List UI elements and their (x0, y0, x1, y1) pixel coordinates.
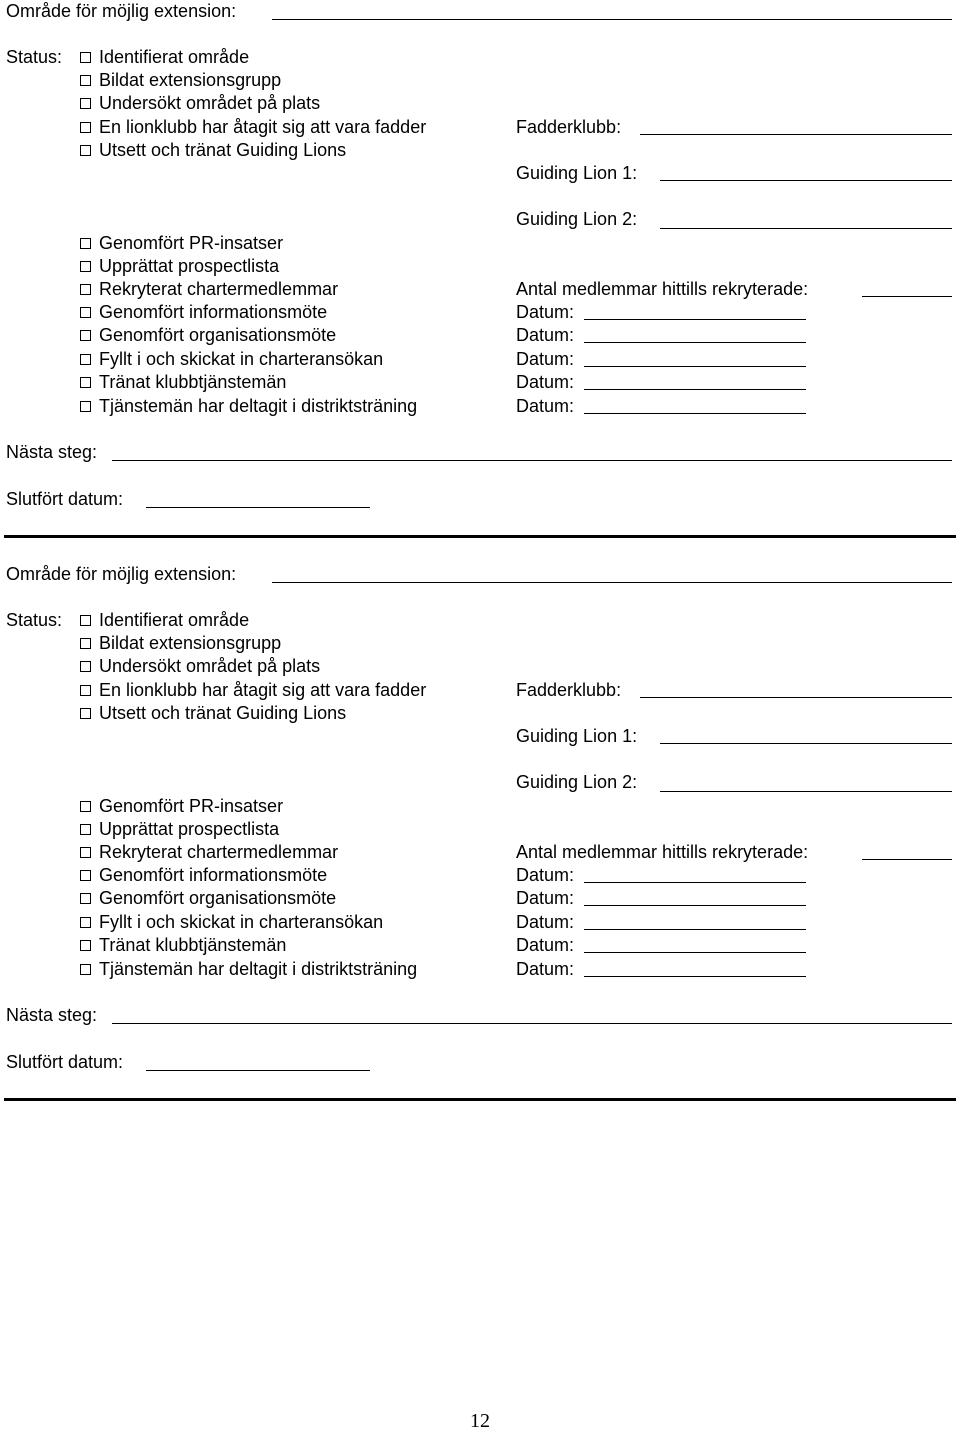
checklist-label: Genomfört organisationsmöte (99, 325, 337, 345)
date-input-line[interactable] (584, 342, 806, 343)
checklist-item[interactable] (80, 841, 338, 863)
checkbox[interactable] (80, 847, 91, 858)
checkbox[interactable] (80, 661, 91, 672)
checkbox[interactable] (80, 52, 91, 63)
guiding-lion-1-label: Guiding Lion 1: (516, 163, 638, 183)
date-label: Datum: (516, 865, 575, 885)
checkbox[interactable] (80, 685, 91, 696)
checklist-label: Identifierat område (99, 610, 250, 630)
checklist-item[interactable] (80, 139, 346, 161)
guiding-lion-2-label: Guiding Lion 2: (516, 209, 638, 229)
checklist-label: Tränat klubbtjänstemän (99, 372, 287, 392)
completed-date-input-line[interactable] (146, 1070, 370, 1071)
extension-form-2 (0, 563, 960, 1123)
guiding-lion-1-input-line[interactable] (660, 743, 952, 744)
next-steps-input-line[interactable] (112, 1023, 952, 1024)
members-recruited-input-line[interactable] (862, 296, 952, 297)
status-label: Status: (6, 610, 63, 630)
sponsor-club-label: Fadderklubb: (516, 117, 622, 137)
checklist-item[interactable] (80, 46, 249, 68)
checklist-label: Utsett och tränat Guiding Lions (99, 703, 347, 723)
section-divider (4, 535, 956, 538)
checklist-item[interactable] (80, 911, 383, 933)
date-input-line[interactable] (584, 413, 806, 414)
checkbox[interactable] (80, 401, 91, 412)
date-input-line[interactable] (584, 389, 806, 390)
members-recruited-input-line[interactable] (862, 859, 952, 860)
checkbox[interactable] (80, 870, 91, 881)
checklist-item[interactable] (80, 301, 327, 323)
checkbox[interactable] (80, 145, 91, 156)
checklist-label: Genomfört informationsmöte (99, 865, 328, 885)
next-steps-input-line[interactable] (112, 460, 952, 461)
checklist-label: Genomfört PR-insatser (99, 796, 284, 816)
checkbox[interactable] (80, 917, 91, 928)
guiding-lion-2-input-line[interactable] (660, 228, 952, 229)
checklist-label: Fyllt i och skickat in charteransökan (99, 349, 384, 369)
completed-date-label: Slutfört datum: (6, 489, 124, 509)
checklist-item[interactable] (80, 958, 417, 980)
date-input-line[interactable] (584, 366, 806, 367)
checklist-item[interactable] (80, 116, 426, 138)
guiding-lion-1-input-line[interactable] (660, 180, 952, 181)
checkbox[interactable] (80, 893, 91, 904)
sponsor-club-label: Fadderklubb: (516, 680, 622, 700)
area-input-line[interactable] (272, 582, 952, 583)
completed-date-input-line[interactable] (146, 507, 370, 508)
guiding-lion-2-label: Guiding Lion 2: (516, 772, 638, 792)
checklist-item[interactable] (80, 69, 281, 91)
date-input-line[interactable] (584, 319, 806, 320)
page-number: 12 (470, 1410, 490, 1432)
checklist-item[interactable] (80, 632, 281, 654)
checklist-item[interactable] (80, 324, 336, 346)
next-steps-label: Nästa steg: (6, 1005, 98, 1025)
checklist-label: Identifierat område (99, 47, 250, 67)
checkbox[interactable] (80, 238, 91, 249)
checklist-label: Undersökt området på plats (99, 93, 321, 113)
date-input-line[interactable] (584, 952, 806, 953)
checklist-label: Upprättat prospectlista (99, 819, 280, 839)
checklist-label: Rekryterat chartermedlemmar (99, 842, 339, 862)
checklist-label: En lionklubb har åtagit sig att vara fadder (99, 117, 427, 137)
date-label: Datum: (516, 325, 575, 345)
checkbox[interactable] (80, 638, 91, 649)
guiding-lion-1-label: Guiding Lion 1: (516, 726, 638, 746)
checklist-label: En lionklubb har åtagit sig att vara fadder (99, 680, 427, 700)
checklist-label: Tjänstemän har deltagit i distriktsträning (99, 396, 418, 416)
date-input-line[interactable] (584, 929, 806, 930)
area-label: Område för möjlig extension: (6, 1, 237, 21)
checklist-item[interactable] (80, 92, 320, 114)
checklist-item[interactable] (80, 609, 249, 631)
checklist-item[interactable] (80, 818, 279, 840)
date-label: Datum: (516, 349, 575, 369)
checklist-item[interactable] (80, 864, 327, 886)
extension-form-1 (0, 0, 960, 560)
date-label: Datum: (516, 396, 575, 416)
checklist-label: Undersökt området på plats (99, 656, 321, 676)
checkbox[interactable] (80, 708, 91, 719)
checklist-item[interactable] (80, 371, 286, 393)
checkbox[interactable] (80, 801, 91, 812)
checklist-label: Rekryterat chartermedlemmar (99, 279, 339, 299)
date-label: Datum: (516, 302, 575, 322)
checklist-item[interactable] (80, 395, 417, 417)
checklist-label: Utsett och tränat Guiding Lions (99, 140, 347, 160)
checklist-item[interactable] (80, 255, 279, 277)
members-recruited-label: Antal medlemmar hittills rekryterade: (516, 842, 809, 862)
checkbox[interactable] (80, 330, 91, 341)
checkbox[interactable] (80, 964, 91, 975)
status-label: Status: (6, 47, 63, 67)
members-recruited-label: Antal medlemmar hittills rekryterade: (516, 279, 809, 299)
checklist-item[interactable] (80, 348, 383, 370)
checkbox[interactable] (80, 354, 91, 365)
checklist-item[interactable] (80, 278, 338, 300)
completed-date-label: Slutfört datum: (6, 1052, 124, 1072)
checklist-item[interactable] (80, 655, 320, 677)
checklist-label: Genomfört organisationsmöte (99, 888, 337, 908)
checklist-label: Bildat extensionsgrupp (99, 633, 282, 653)
checklist-label: Genomfört informationsmöte (99, 302, 328, 322)
section-divider (4, 1098, 956, 1101)
date-input-line[interactable] (584, 976, 806, 977)
sponsor-club-input-line[interactable] (640, 134, 952, 135)
date-input-line[interactable] (584, 882, 806, 883)
checkbox[interactable] (80, 284, 91, 295)
checkbox[interactable] (80, 98, 91, 109)
next-steps-label: Nästa steg: (6, 442, 98, 462)
checklist-label: Tränat klubbtjänstemän (99, 935, 287, 955)
checkbox[interactable] (80, 615, 91, 626)
checklist-label: Upprättat prospectlista (99, 256, 280, 276)
checkbox[interactable] (80, 75, 91, 86)
area-label: Område för möjlig extension: (6, 564, 237, 584)
checkbox[interactable] (80, 307, 91, 318)
checkbox[interactable] (80, 377, 91, 388)
checkbox[interactable] (80, 122, 91, 133)
checklist-item[interactable] (80, 934, 286, 956)
checklist-item[interactable] (80, 232, 283, 254)
checkbox[interactable] (80, 261, 91, 272)
date-label: Datum: (516, 372, 575, 392)
checklist-label: Fyllt i och skickat in charteransökan (99, 912, 384, 932)
guiding-lion-2-input-line[interactable] (660, 791, 952, 792)
checklist-label: Bildat extensionsgrupp (99, 70, 282, 90)
date-input-line[interactable] (584, 905, 806, 906)
checkbox[interactable] (80, 940, 91, 951)
checklist-item[interactable] (80, 887, 336, 909)
date-label: Datum: (516, 912, 575, 932)
checkbox[interactable] (80, 824, 91, 835)
checklist-item[interactable] (80, 795, 283, 817)
date-label: Datum: (516, 935, 575, 955)
checklist-label: Genomfört PR-insatser (99, 233, 284, 253)
sponsor-club-input-line[interactable] (640, 697, 952, 698)
date-label: Datum: (516, 888, 575, 908)
checklist-item[interactable] (80, 702, 346, 724)
date-label: Datum: (516, 959, 575, 979)
checklist-label: Tjänstemän har deltagit i distriktsträning (99, 959, 418, 979)
area-input-line[interactable] (272, 19, 952, 20)
checklist-item[interactable] (80, 679, 426, 701)
